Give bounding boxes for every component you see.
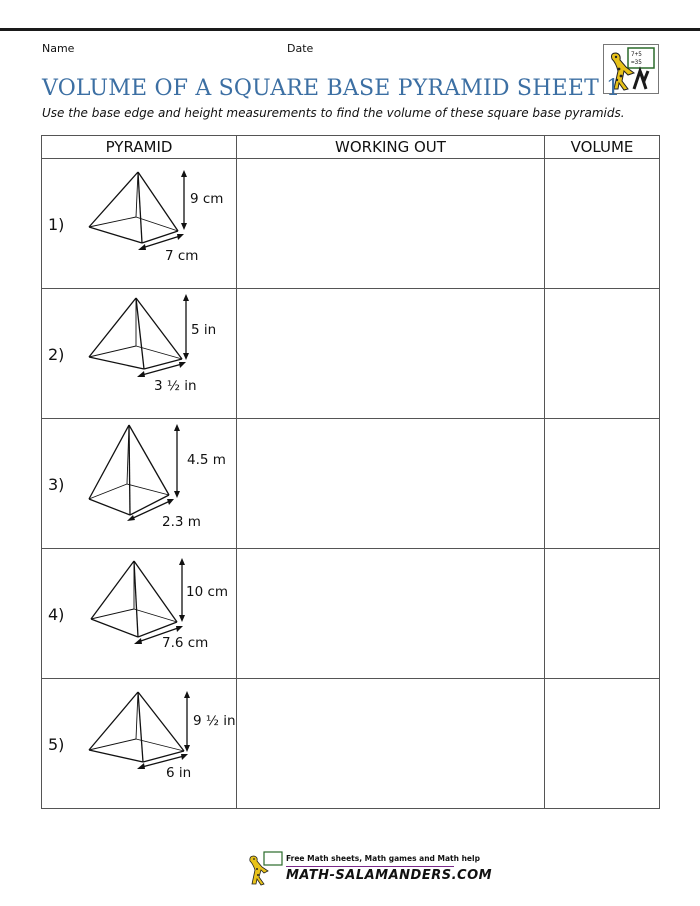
pyramid-cell bbox=[42, 159, 237, 289]
footer-divider bbox=[286, 866, 454, 867]
base-label: 7.6 cm bbox=[162, 635, 209, 651]
height-label: 9 cm bbox=[190, 191, 224, 207]
base-label: 2.3 m bbox=[162, 514, 201, 530]
volume-answer-cell[interactable] bbox=[545, 549, 660, 679]
table-row bbox=[42, 289, 660, 419]
date-label: Date bbox=[287, 42, 314, 55]
base-label: 3 ½ in bbox=[154, 378, 197, 394]
column-header-volume: VOLUME bbox=[545, 136, 660, 159]
question-number: 2) bbox=[48, 345, 65, 364]
working-out-cell[interactable] bbox=[237, 549, 545, 679]
base-label: 7 cm bbox=[165, 248, 199, 264]
pyramid-cell bbox=[42, 289, 237, 419]
pyramid-figure bbox=[42, 419, 237, 548]
volume-answer-cell[interactable] bbox=[545, 419, 660, 549]
top-rule bbox=[0, 28, 700, 31]
pyramid-figure bbox=[42, 289, 237, 418]
footer-tagline: Free Math sheets, Math games and Math help bbox=[286, 854, 480, 863]
working-out-cell[interactable] bbox=[237, 419, 545, 549]
pyramid-figure bbox=[42, 159, 237, 288]
height-label: 4.5 m bbox=[187, 452, 226, 468]
instructions: Use the base edge and height measurements to find the volume of these square base pyramids. bbox=[42, 106, 625, 120]
table-row bbox=[42, 549, 660, 679]
volume-answer-cell[interactable] bbox=[545, 289, 660, 419]
height-label: 9 ½ in bbox=[193, 713, 236, 729]
pyramid-cell bbox=[42, 679, 237, 809]
logo-tile-text-1: 7+5 bbox=[631, 51, 642, 58]
volume-answer-cell[interactable] bbox=[545, 159, 660, 289]
question-number: 3) bbox=[48, 475, 65, 494]
pyramid-figure bbox=[42, 679, 237, 808]
pyramid-cell bbox=[42, 419, 237, 549]
name-label: Name bbox=[42, 42, 75, 55]
table-header-row bbox=[42, 136, 660, 159]
height-label: 10 cm bbox=[186, 584, 229, 600]
pyramid-cell bbox=[42, 549, 237, 679]
question-number: 5) bbox=[48, 735, 65, 754]
table-row bbox=[42, 679, 660, 809]
working-out-cell[interactable] bbox=[237, 159, 545, 289]
salamander-footer-icon bbox=[246, 850, 286, 886]
column-header-pyramid: PYRAMID bbox=[42, 136, 237, 159]
worksheet-table bbox=[41, 135, 660, 809]
column-header-working-out: WORKING OUT bbox=[237, 136, 545, 159]
pyramid-figure bbox=[42, 549, 237, 678]
working-out-cell[interactable] bbox=[237, 289, 545, 419]
base-label: 6 in bbox=[166, 765, 192, 781]
question-number: 4) bbox=[48, 605, 65, 624]
footer-site-name: MATH-SALAMANDERS.COM bbox=[286, 868, 493, 883]
question-number: 1) bbox=[48, 215, 65, 234]
table-row bbox=[42, 159, 660, 289]
logo-tile-text-2: =35 bbox=[631, 59, 642, 66]
table-row bbox=[42, 419, 660, 549]
working-out-cell[interactable] bbox=[237, 679, 545, 809]
height-label: 5 in bbox=[191, 322, 217, 338]
volume-answer-cell[interactable] bbox=[545, 679, 660, 809]
footer-logo bbox=[246, 850, 493, 886]
page-title: VOLUME OF A SQUARE BASE PYRAMID SHEET 1 bbox=[42, 76, 621, 101]
